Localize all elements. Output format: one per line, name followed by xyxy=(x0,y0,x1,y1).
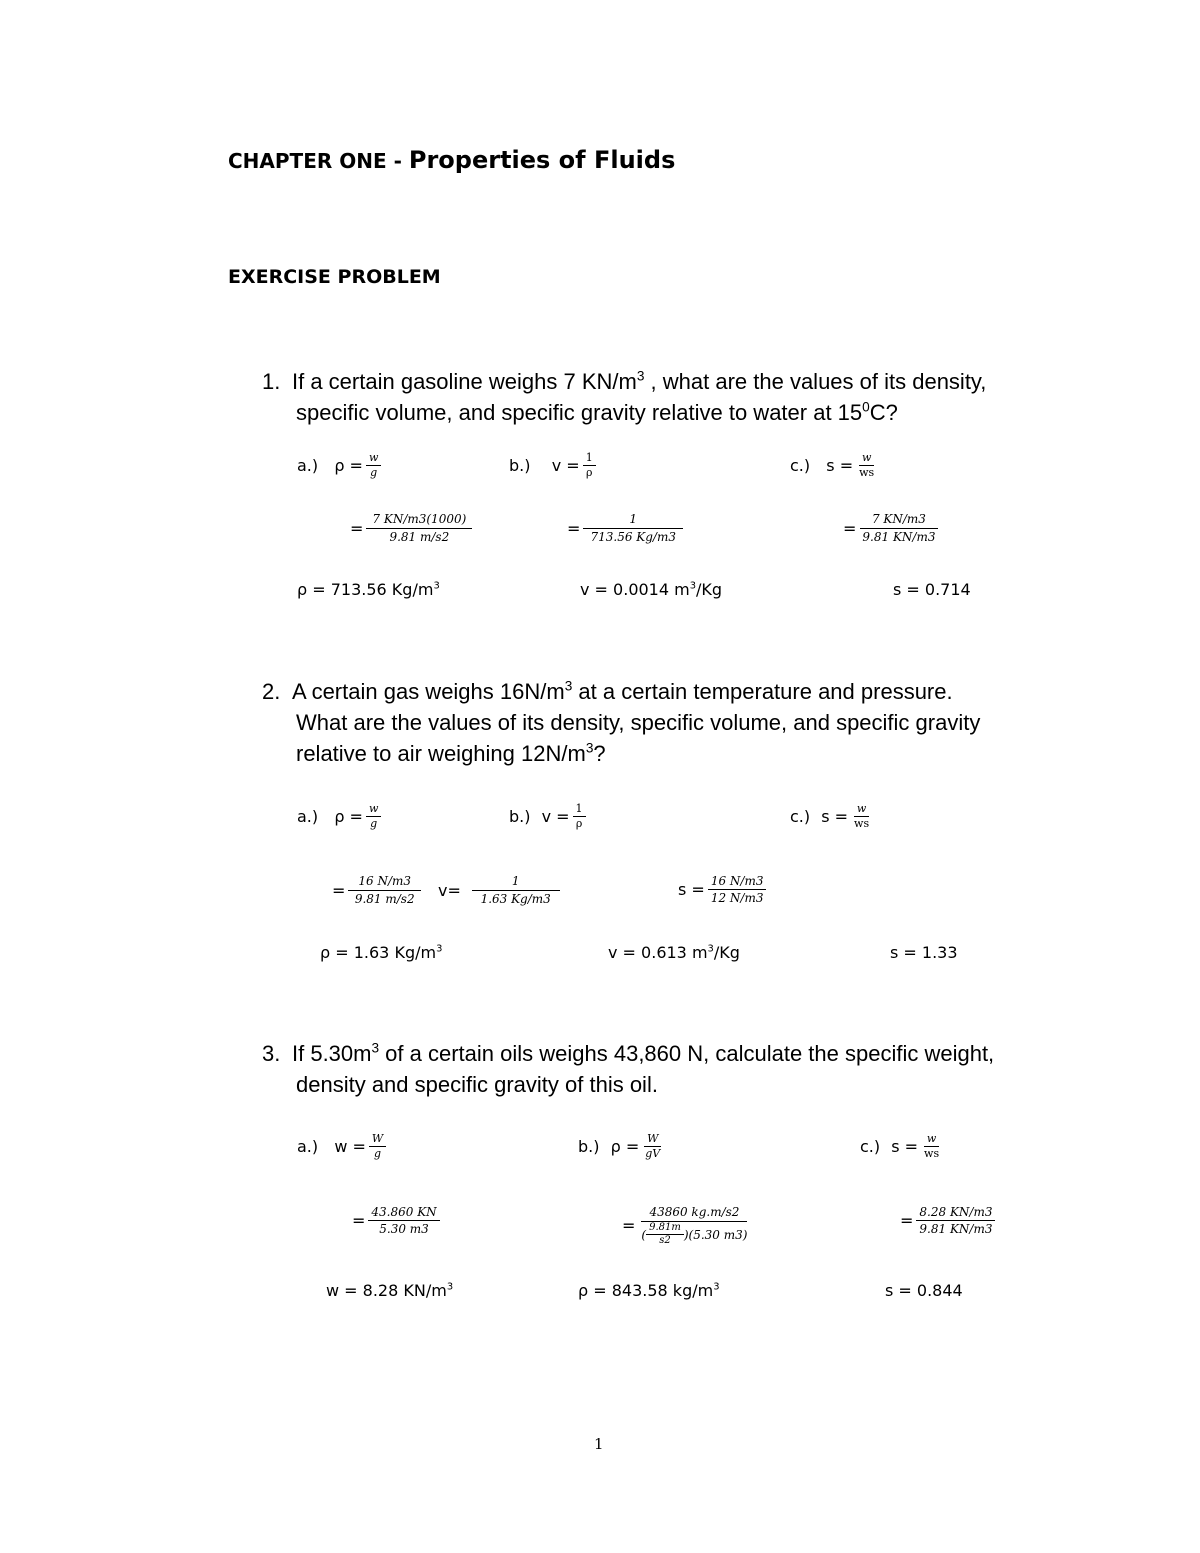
p3-result-b: ρ = 843.58 $kg/m^3$ xyxy=(578,1281,720,1300)
p1-result-b: v = 0.0014 $m^3/Kg$ xyxy=(580,580,723,599)
p1-formula-c: c.) s = $\frac{w}{ws}$ xyxy=(790,451,875,479)
p2-formula-c: c.) s = $\frac{w}{ws}$ xyxy=(790,802,870,830)
page-number: 1 xyxy=(594,1435,604,1453)
p2-formula-b: b.) v = $\frac{1}{\rho}$ xyxy=(509,803,586,830)
p2-result-b: v = 0.613 $m^3/Kg$ xyxy=(608,943,740,962)
chapter-prefix: CHAPTER ONE - xyxy=(228,149,409,173)
p3-work-c: = $\frac{8.28 KN/m3}{9.81 KN/m3}$ xyxy=(900,1205,995,1236)
problem-3-statement: 3. If $5.30m^3$ of a certain oils weighs 43,860 N, calculate the specific weight, density and specific gravity of this oil. xyxy=(262,1038,994,1100)
p2-result-c: s = 1.33 xyxy=(890,943,958,962)
p1-result-a: ρ = 713.56 $Kg/m^3$ xyxy=(297,580,440,599)
problem-number: 2. xyxy=(262,679,281,704)
p1-formula-a: a.) ρ = $\frac{w}{g}$ xyxy=(297,452,381,479)
p3-formula-c: c.) s = $\frac{w}{ws}$ xyxy=(860,1132,940,1160)
p3-result-c: s = 0.844 xyxy=(885,1281,963,1300)
problem-number: 3. xyxy=(262,1041,281,1066)
p3-work-a: = $\frac{43.860 KN}{5.30 m3}$ xyxy=(352,1205,440,1236)
p1-work-c: = $\frac{7 KN/m3}{9.81 KN/m3}$ xyxy=(843,512,938,544)
p2-work-c: s = $\frac{16 N/m3}{12 N/m3}$ xyxy=(678,874,766,905)
p3-result-a: w = 8.28 $KN/m^3$ xyxy=(326,1281,454,1300)
chapter-title: Properties of Fluids xyxy=(408,146,676,174)
p3-formula-b: b.) ρ = $\frac{W}{gV}$ xyxy=(578,1132,661,1160)
section-title: EXERCISE PROBLEM xyxy=(228,266,441,288)
p1-formula-b: b.) v = $\frac{1}{\rho}$ xyxy=(509,452,596,479)
problem-number: 1. xyxy=(262,369,281,394)
p3-formula-a: a.) w = $\frac{W}{g}$ xyxy=(297,1133,386,1160)
p2-formula-a: a.) ρ = $\frac{w}{g}$ xyxy=(297,803,381,830)
p1-work-b: = $\frac{1}{713.56 Kg/m3}$ xyxy=(567,512,683,544)
p2-work-b: v= $\frac{1}{1.63 Kg/m3}$ xyxy=(438,874,560,906)
p1-work-a: = $\frac{7 KN/m3(1000)}{9.81 m/s2}$ xyxy=(350,512,472,544)
p3-work-b: = 43860 kg.m/s2 ( $\frac{9.81m}{s2}$ ) (5.30 m3) xyxy=(622,1205,748,1246)
p1-result-c: s = 0.714 xyxy=(893,580,971,599)
chapter-heading xyxy=(228,146,675,174)
p2-work-a: = $\frac{16 N/m3}{9.81 m/s2}$ xyxy=(332,874,421,906)
p2-result-a: ρ = 1.63 $Kg/m^3$ xyxy=(320,943,443,962)
problem-2-statement: 2. A certain gas weighs $16N/m^3$ at a certain temperature and pressure. What are the values of its density, specific volume, and specific gravity relative to air weighing $12N/m^3$? xyxy=(262,676,980,769)
problem-1-statement: 1. If a certain gasoline weighs 7 $KN/m^3$ , what are the values of its density, specific volume, and specific gravity relative to water at $15^0C$? xyxy=(262,366,986,428)
